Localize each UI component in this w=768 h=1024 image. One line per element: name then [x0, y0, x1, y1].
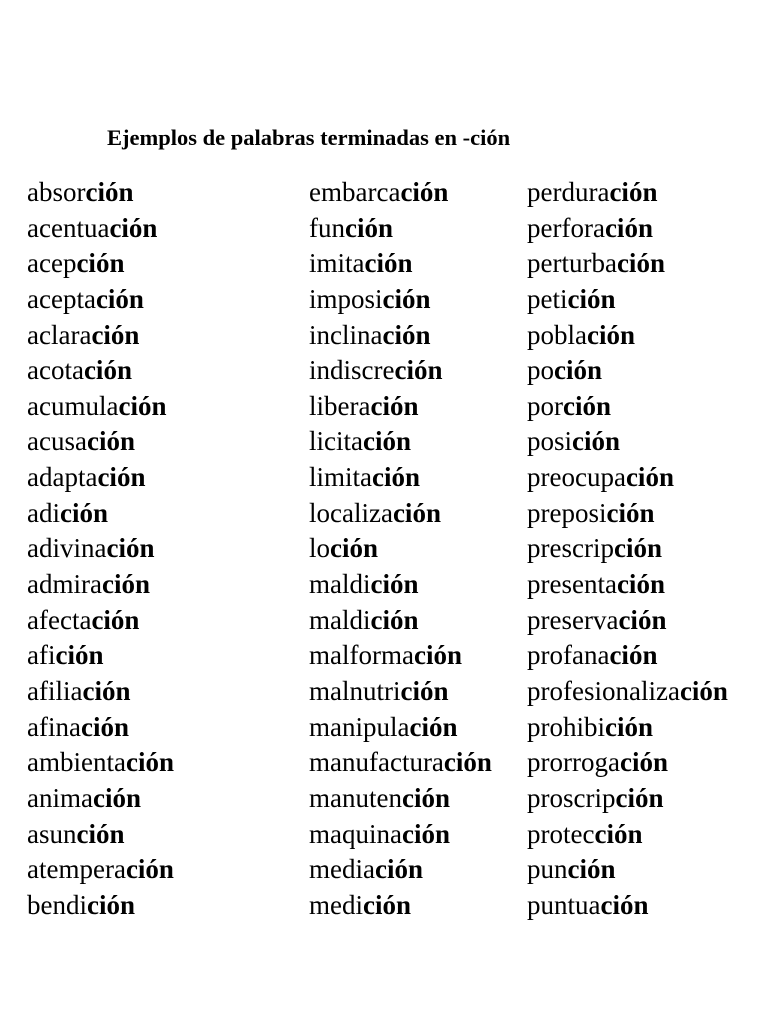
word-suffix: ción [587, 319, 636, 350]
word-suffix: ción [567, 283, 616, 314]
word-suffix: ción [619, 747, 668, 778]
word-stem: presenta [527, 569, 617, 600]
word-suffix: ción [370, 569, 419, 600]
word-stem: acota [27, 355, 84, 386]
word-suffix: ción [401, 782, 450, 813]
word-list-item [309, 318, 492, 354]
word-stem: perfora [527, 212, 605, 243]
word-list-item [27, 781, 174, 817]
word-stem: maquina [309, 818, 402, 849]
word-list-item [309, 674, 492, 710]
word-stem: acumula [27, 390, 119, 421]
word-list-item [309, 353, 492, 389]
word-suffix: ción [613, 533, 662, 564]
word-list-item [527, 424, 728, 460]
word-list-item [527, 389, 728, 425]
word-stem: malnutri [309, 675, 401, 706]
word-column-2 [309, 175, 492, 923]
word-column-3 [527, 175, 728, 923]
word-stem: admira [27, 569, 102, 600]
word-stem: profesionaliza [527, 675, 680, 706]
word-stem: manufactura [309, 747, 444, 778]
word-stem: acepta [27, 283, 96, 314]
word-suffix: ción [91, 319, 140, 350]
word-stem: po [527, 355, 554, 386]
word-stem: maldi [309, 604, 371, 635]
word-stem: acusa [27, 426, 87, 457]
word-suffix: ción [363, 889, 412, 920]
word-suffix: ción [125, 854, 174, 885]
word-list-item [309, 496, 492, 532]
word-list-item [27, 460, 174, 496]
word-stem: embarca [309, 177, 401, 207]
word-suffix: ción [443, 747, 492, 778]
word-suffix: ción [374, 854, 423, 885]
word-suffix: ción [345, 212, 394, 243]
word-list-item [27, 817, 174, 853]
word-stem: protec [527, 818, 595, 849]
word-stem: bendi [27, 889, 87, 920]
word-suffix: ción [413, 640, 462, 671]
word-suffix: ción [382, 283, 431, 314]
word-suffix: ción [87, 889, 136, 920]
word-list-item [527, 567, 728, 603]
word-stem: malforma [309, 640, 414, 671]
word-suffix: ción [82, 675, 131, 706]
word-suffix: ción [604, 212, 653, 243]
word-list-item [527, 710, 728, 746]
word-suffix: ción [609, 177, 658, 207]
word-stem: localiza [309, 497, 393, 528]
word-list-item [27, 496, 174, 532]
word-list-item [309, 389, 492, 425]
word-list-item [309, 603, 492, 639]
word-suffix: ción [80, 711, 129, 742]
word-list-item [27, 389, 174, 425]
word-suffix: ción [95, 283, 144, 314]
word-suffix: ción [625, 462, 674, 493]
word-list-item [527, 638, 728, 674]
word-stem: proscrip [527, 782, 616, 813]
word-list-item [527, 460, 728, 496]
word-suffix: ción [60, 497, 109, 528]
word-suffix: ción [86, 426, 135, 457]
word-list-item [309, 567, 492, 603]
word-stem: adi [27, 497, 60, 528]
word-suffix: ción [392, 497, 441, 528]
word-column-1 [27, 175, 174, 923]
word-stem: perturba [527, 248, 617, 279]
word-list-item [309, 888, 492, 924]
word-suffix: ción [563, 390, 612, 421]
word-list-item [527, 211, 728, 247]
word-stem: preserva [527, 604, 619, 635]
word-list-item [309, 710, 492, 746]
word-suffix: ción [605, 711, 654, 742]
word-suffix: ción [594, 818, 643, 849]
word-stem: manipula [309, 711, 410, 742]
word-list-item [527, 353, 728, 389]
word-list-item [309, 745, 492, 781]
word-list-item [27, 531, 174, 567]
word-list-item [527, 781, 728, 817]
word-suffix: ción [364, 248, 413, 279]
word-list-item [309, 460, 492, 496]
word-stem: libera [309, 390, 371, 421]
word-stem: media [309, 854, 375, 885]
word-list-item [527, 175, 728, 211]
word-suffix: ción [609, 640, 658, 671]
word-list-item [309, 817, 492, 853]
word-stem: manuten [309, 782, 402, 813]
word-stem: absor [27, 177, 86, 207]
word-list-item [527, 603, 728, 639]
word-list-item [27, 175, 174, 211]
word-suffix: ción [554, 355, 603, 386]
word-suffix: ción [101, 569, 150, 600]
word-list-item [309, 424, 492, 460]
word-stem: posi [527, 426, 573, 457]
word-list-item [527, 817, 728, 853]
word-list-item [27, 353, 174, 389]
word-suffix: ción [85, 177, 134, 207]
word-suffix: ción [106, 533, 155, 564]
word-stem: imita [309, 248, 365, 279]
word-stem: indiscre [309, 355, 395, 386]
word-suffix: ción [567, 854, 616, 885]
word-stem: fun [309, 212, 345, 243]
word-list-item [27, 638, 174, 674]
word-stem: acep [27, 248, 77, 279]
word-suffix: ción [92, 782, 141, 813]
word-list-item [309, 638, 492, 674]
word-stem: preocupa [527, 462, 626, 493]
word-stem: atempera [27, 854, 126, 885]
word-suffix: ción [679, 675, 728, 706]
word-suffix: ción [118, 390, 167, 421]
word-list-item [27, 282, 174, 318]
word-suffix: ción [97, 462, 146, 493]
word-list-item [527, 531, 728, 567]
word-suffix: ción [91, 604, 140, 635]
word-suffix: ción [125, 747, 174, 778]
word-list-item [27, 567, 174, 603]
word-stem: imposi [309, 283, 383, 314]
word-suffix: ción [606, 497, 655, 528]
word-list-item [527, 674, 728, 710]
word-suffix: ción [394, 355, 443, 386]
word-stem: afi [27, 640, 56, 671]
word-suffix: ción [600, 889, 649, 920]
word-stem: pobla [527, 319, 587, 350]
page-title: Ejemplos de palabras terminadas en -ción [107, 125, 511, 150]
word-stem: ambienta [27, 747, 126, 778]
word-stem: adapta [27, 462, 98, 493]
word-suffix: ción [109, 212, 158, 243]
word-stem: acentua [27, 212, 110, 243]
word-suffix: ción [401, 818, 450, 849]
word-list-item [27, 424, 174, 460]
word-list-item [527, 852, 728, 888]
word-suffix: ción [370, 604, 419, 635]
word-stem: puntua [527, 889, 601, 920]
word-stem: medi [309, 889, 363, 920]
word-suffix: ción [616, 569, 665, 600]
word-stem: prorroga [527, 747, 620, 778]
word-stem: preposi [527, 497, 607, 528]
word-list-item [309, 211, 492, 247]
word-stem: peti [527, 283, 568, 314]
word-list-item [27, 318, 174, 354]
word-suffix: ción [618, 604, 667, 635]
word-list-item [527, 888, 728, 924]
word-stem: prescrip [527, 533, 614, 564]
word-list-item [27, 852, 174, 888]
word-list-item [27, 888, 174, 924]
word-stem: profana [527, 640, 610, 671]
word-suffix: ción [382, 319, 431, 350]
word-stem: inclina [309, 319, 383, 350]
word-suffix: ción [55, 640, 104, 671]
word-list-item [27, 246, 174, 282]
word-list-item [309, 175, 492, 211]
word-list-item [527, 282, 728, 318]
word-list-item [309, 282, 492, 318]
word-stem: prohibi [527, 711, 605, 742]
word-stem: perdura [527, 177, 610, 207]
word-list-item [527, 318, 728, 354]
word-stem: aclara [27, 319, 92, 350]
word-suffix: ción [330, 533, 379, 564]
word-suffix: ción [572, 426, 621, 457]
word-stem: maldi [309, 569, 371, 600]
word-stem: afina [27, 711, 81, 742]
word-list-item [527, 745, 728, 781]
word-stem: afecta [27, 604, 92, 635]
word-stem: afilia [27, 675, 83, 706]
word-suffix: ción [83, 355, 132, 386]
word-suffix: ción [76, 818, 125, 849]
word-suffix: ción [370, 390, 419, 421]
word-suffix: ción [409, 711, 458, 742]
word-suffix: ción [615, 782, 664, 813]
word-stem: licita [309, 426, 363, 457]
word-list-item [309, 781, 492, 817]
word-list-item [527, 496, 728, 532]
word-suffix: ción [362, 426, 411, 457]
word-list-item [309, 531, 492, 567]
word-stem: adivina [27, 533, 107, 564]
word-stem: lo [309, 533, 331, 564]
word-suffix: ción [76, 248, 125, 279]
word-suffix: ción [372, 462, 421, 493]
word-stem: pun [527, 854, 568, 885]
word-list-item [309, 852, 492, 888]
word-stem: por [527, 390, 563, 421]
word-suffix: ción [400, 177, 449, 207]
word-suffix: ción [400, 675, 449, 706]
word-list-item [27, 674, 174, 710]
word-stem: asun [27, 818, 77, 849]
word-stem: anima [27, 782, 93, 813]
word-list-item [527, 246, 728, 282]
word-stem: limita [309, 462, 372, 493]
word-list-item [27, 745, 174, 781]
word-list-item [27, 211, 174, 247]
word-suffix: ción [616, 248, 665, 279]
word-list-item [27, 710, 174, 746]
word-list-item [309, 246, 492, 282]
word-list-item [27, 603, 174, 639]
